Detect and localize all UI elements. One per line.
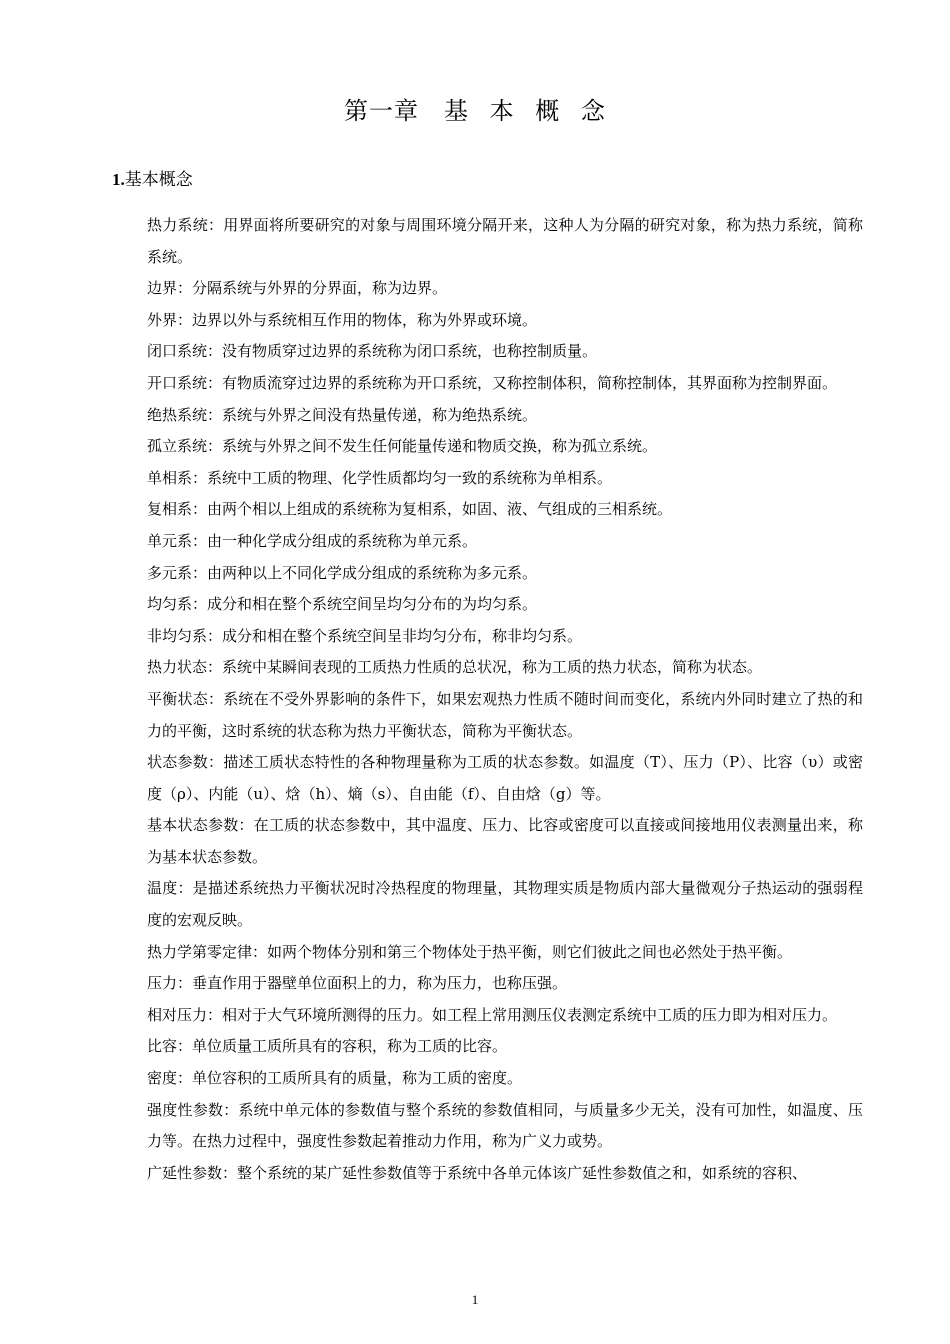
definition-paragraph: 非均匀系：成分和相在整个系统空间呈非均匀分布，称非均匀系。: [147, 626, 583, 645]
definitions-body: [147, 210, 863, 1189]
definition-paragraph: 相对压力：相对于大气环境所测得的压力。如工程上常用测压仪表测定系统中工质的压力即为相对压力。: [147, 1005, 838, 1024]
definition-paragraph: 广延性参数：整个系统的某广延性参数值等于系统中各单元体该广延性参数值之和，如系统的容积、: [147, 1163, 808, 1182]
definition-paragraph: 闭口系统：没有物质穿过边界的系统称为闭口系统，也称控制质量。: [147, 342, 598, 361]
chapter-title: 第一章 基 本 概 念: [344, 97, 606, 125]
definition-paragraph: 均匀系：成分和相在整个系统空间呈均匀分布的为均匀系。: [147, 595, 538, 614]
definition-paragraph: 边界：分隔系统与外界的分界面，称为边界。: [147, 279, 448, 298]
section-title: 基本概念: [124, 170, 193, 190]
page-number: 1: [471, 1292, 479, 1307]
definition-paragraph: 绝热系统：系统与外界之间没有热量传递，称为绝热系统。: [147, 405, 538, 424]
definition-paragraph: 单元系：由一种化学成分组成的系统称为单元系。: [147, 531, 478, 550]
definition-paragraph: 基本状态参数：在工质的状态参数中，其中温度、压力、比容或密度可以直接或间接地用仪表测量出来，称为基本状态参数。: [147, 816, 863, 866]
definition-paragraph: 多元系：由两种以上不同化学成分组成的系统称为多元系。: [147, 563, 538, 582]
definition-paragraph: 压力：垂直作用于器壁单位面积上的力，称为压力，也称压强。: [147, 974, 568, 993]
definition-paragraph: 外界：边界以外与系统相互作用的物体，称为外界或环境。: [147, 310, 538, 329]
definition-paragraph: 状态参数：描述工质状态特性的各种物理量称为工质的状态参数。如温度（T）、压力（P）、比容（υ）或密度（ρ）、内能（u）、焓（h）、熵（s）、自由能（f）、自由焓（g）等。: [147, 753, 863, 803]
definition-paragraph: 强度性参数：系统中单元体的参数值与整个系统的参数值相同，与质量多少无关，没有可加性，如温度、压力等。在热力过程中，强度性参数起着推动力作用，称为广义力或势。: [147, 1100, 863, 1151]
definition-paragraph: 密度：单位容积的工质所具有的质量，称为工质的密度。: [147, 1069, 523, 1088]
section-number: 1.: [112, 170, 125, 189]
definition-paragraph: 温度：是描述系统热力平衡状况时冷热程度的物理量，其物理实质是物质内部大量微观分子热运动的强弱程度的宏观反映。: [147, 879, 863, 930]
definition-paragraph: 平衡状态：系统在不受外界影响的条件下，如果宏观热力性质不随时间而变化，系统内外同时建立了热的和力的平衡，这时系统的状态称为热力平衡状态，简称为平衡状态。: [147, 689, 863, 740]
definition-paragraph: 单相系：系统中工质的物理、化学性质都均匀一致的系统称为单相系。: [147, 468, 613, 487]
section-heading: [112, 167, 193, 193]
definition-paragraph: 复相系：由两个相以上组成的系统称为复相系，如固、液、气组成的三相系统。: [147, 500, 673, 519]
definition-paragraph: 热力学第零定律：如两个物体分别和第三个物体处于热平衡，则它们彼此之间也必然处于热平衡。: [147, 942, 793, 961]
definition-paragraph: 比容：单位质量工质所具有的容积，称为工质的比容。: [147, 1037, 508, 1056]
definition-paragraph: 热力状态：系统中某瞬间表现的工质热力性质的总状况，称为工质的热力状态，简称为状态。: [147, 658, 763, 677]
definition-paragraph: 开口系统：有物质流穿过边界的系统称为开口系统，又称控制体积，简称控制体，其界面称为控制界面。: [147, 373, 838, 392]
definition-paragraph: 孤立系统：系统与外界之间不发生任何能量传递和物质交换，称为孤立系统。: [147, 437, 658, 456]
definition-paragraph: 热力系统：用界面将所要研究的对象与周围环境分隔开来，这种人为分隔的研究对象，称为热力系统，简称系统。: [147, 216, 863, 266]
